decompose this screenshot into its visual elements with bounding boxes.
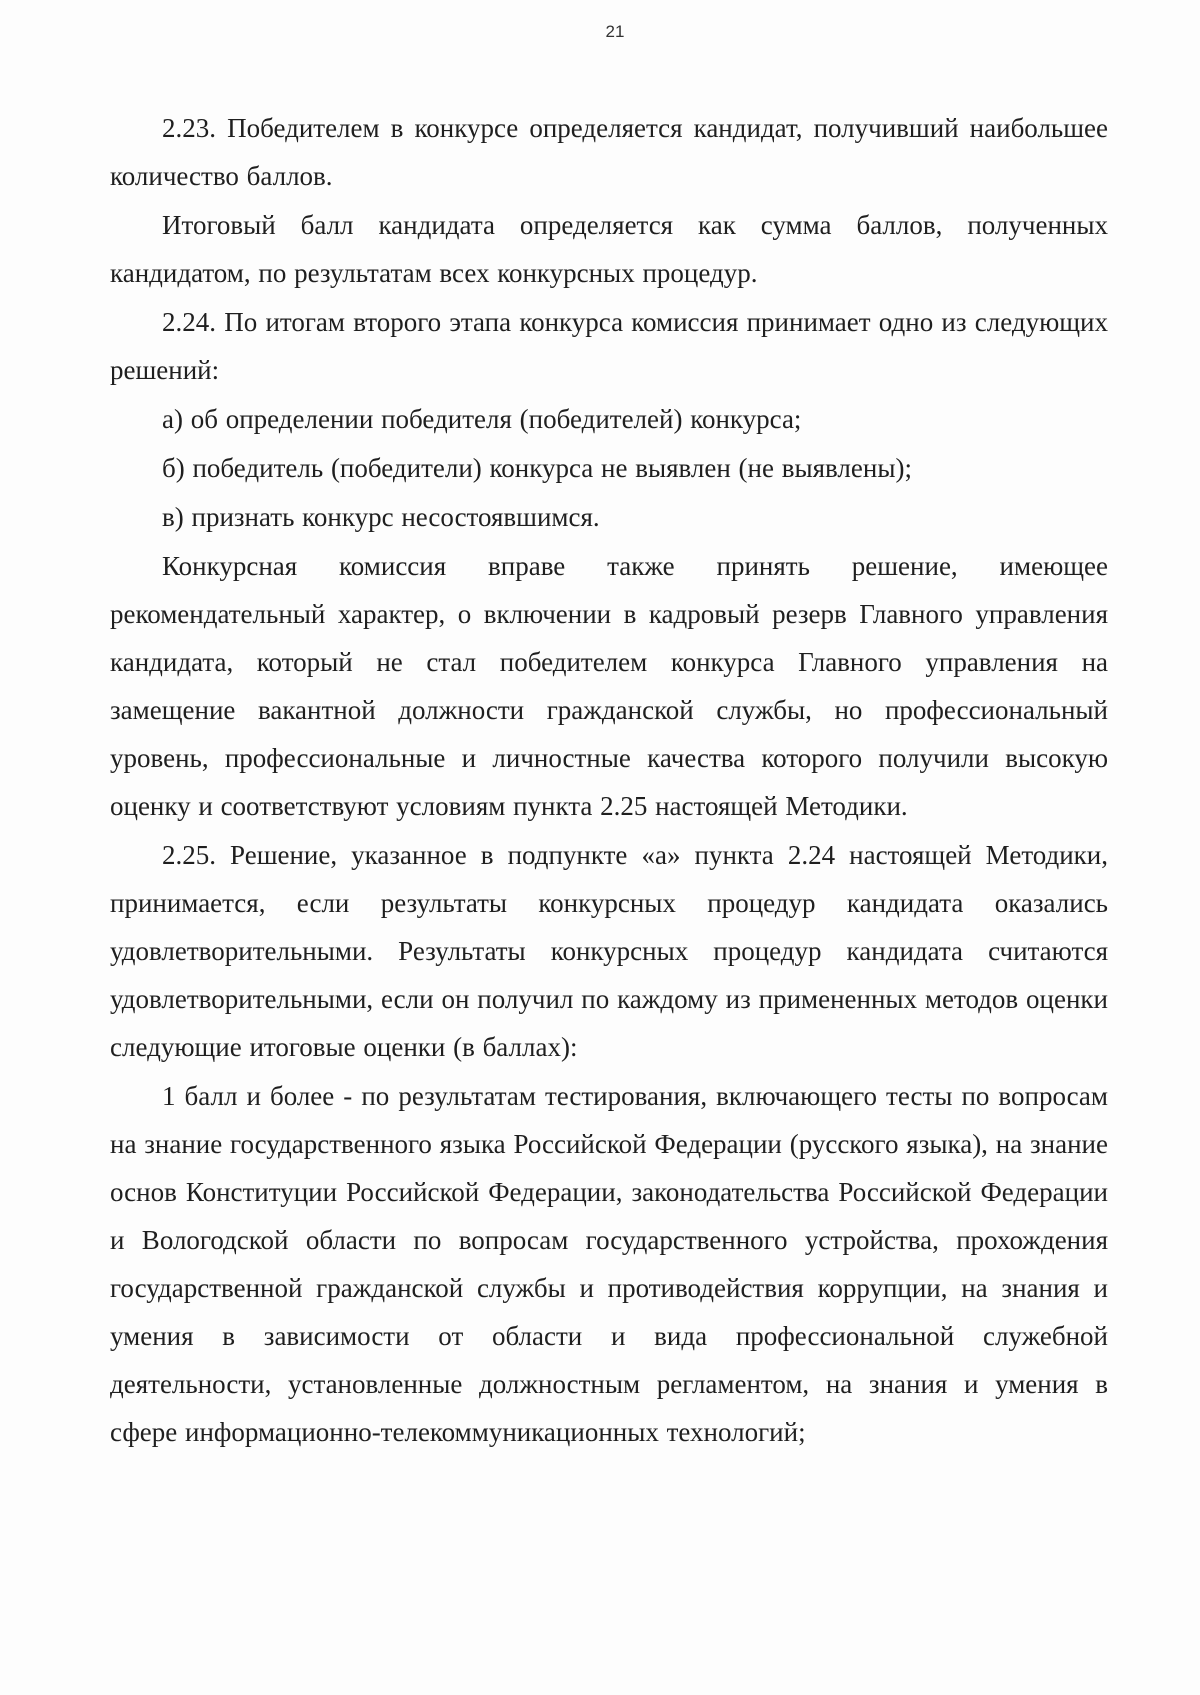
paragraph-2-24: 2.24. По итогам второго этапа конкурса комиссия принимает одно из следующих решений: bbox=[110, 307, 1108, 385]
page-number: 21 bbox=[605, 22, 625, 41]
paragraph-2-23: 2.23. Победителем в конкурсе определяется кандидат, получивший наибольшее количество баллов. bbox=[110, 113, 1108, 191]
list-item-b: б) победитель (победители) конкурса не выявлен (не выявлены); bbox=[162, 453, 912, 483]
paragraph-testing-criteria: 1 балл и более - по результатам тестирования, включающего тесты по вопросам на знание государственного языка Российской Федерации (русского языка), на знание основ Конституции Российской Федерации, законодательства Российской Федерации и Вологодской области по вопросам государственного устройства, прохождения государственной гражданской службы и противодействия коррупции, на знания и умения в зависимости от области и вида профессиональной служебной деятельности, установленные должностным регламентом, на знания и умения в сфере информационно-телекоммуникационных технологий; bbox=[110, 1081, 1108, 1447]
list-item-v: в) признать конкурс несостоявшимся. bbox=[162, 502, 600, 532]
document-body bbox=[110, 104, 1108, 1457]
paragraph-final-score: Итоговый балл кандидата определяется как сумма баллов, полученных кандидатом, по результатам всех конкурсных процедур. bbox=[110, 210, 1108, 288]
paragraph-reserve-recommendation: Конкурсная комиссия вправе также принять решение, имеющее рекомендательный характер, о включении в кадровый резерв Главного управления кандидата, который не стал победителем конкурса Главного управления на замещение вакантной должности гражданской службы, но профессиональный уровень, профессиональные и личностные качества которого получили высокую оценку и соответствуют условиям пункта 2.25 настоящей Методики. bbox=[110, 551, 1108, 821]
paragraph-2-25: 2.25. Решение, указанное в подпункте «а» пункта 2.24 настоящей Методики, принимается, если результаты конкурсных процедур кандидата оказались удовлетворительными. Результаты конкурсных процедур кандидата считаются удовлетворительными, если он получил по каждому из примененных методов оценки следующие итоговые оценки (в баллах): bbox=[110, 840, 1108, 1062]
list-item-a: а) об определении победителя (победителей) конкурса; bbox=[162, 404, 802, 434]
